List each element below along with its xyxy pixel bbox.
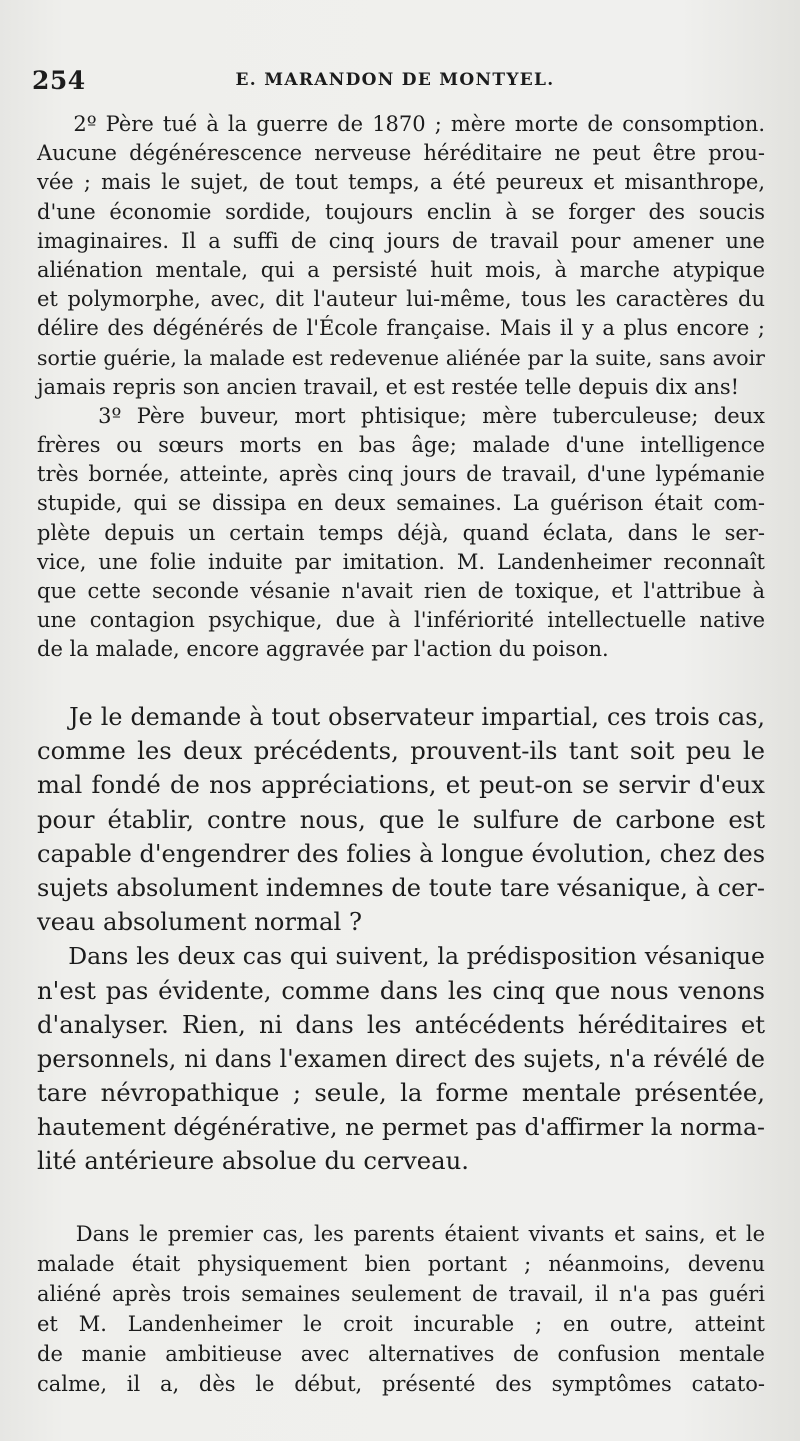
text-line: hautement dégénérative, ne permet pas d'affirmer la norma-	[37, 1113, 765, 1142]
text-line: personnels, ni dans l'examen direct des sujets, n'a révélé de	[37, 1044, 765, 1073]
running-title: E. MARANDON DE MONTYEL.	[235, 70, 555, 90]
text-line: d'analyser. Rien, ni dans les antécédents héréditaires et	[37, 1009, 765, 1039]
text-line: et M. Landenheimer le croit incurable ; en outre, atteint	[37, 1312, 765, 1336]
text-line: calme, il a, dès le début, présenté des symptômes catato-	[37, 1372, 765, 1396]
text-line: imaginaires. Il a suffi de cinq jours de travail pour amener une	[37, 228, 765, 253]
text-line: plète depuis un certain temps déjà, quand éclata, dans le ser-	[37, 520, 765, 545]
text-line: mal fondé de nos appréciations, et peut-on se servir d'eux	[37, 770, 765, 800]
text-line: 3º Père buveur, mort phtisique; mère tuberculeuse; deux	[37, 403, 765, 428]
text-line: lité antérieure absolue du cerveau.	[37, 1146, 469, 1176]
text-line: tare névropathique ; seule, la forme mentale présentée,	[37, 1078, 765, 1108]
text-line: sortie guérie, la malade est redevenue aliénée par la suite, sans avoir	[37, 345, 765, 370]
text-line: très bornée, atteinte, après cinq jours de travail, d'une lypémanie	[37, 462, 765, 487]
text-line: malade était physiquement bien portant ; néanmoins, devenu	[37, 1252, 765, 1276]
text-line: 2º Père tué à la guerre de 1870 ; mère morte de consomption.	[37, 112, 765, 136]
text-line: et polymorphe, avec, dit l'auteur lui-même, tous les caractères du	[37, 287, 765, 312]
text-line: frères ou sœurs morts en bas âge; malade d'une intelligence	[37, 433, 765, 458]
text-line: jamais repris son ancien travail, et est restée telle depuis dix ans!	[37, 374, 740, 399]
text-line: aliéné après trois semaines seulement de travail, il n'a pas guéri	[37, 1282, 765, 1306]
text-line: de manie ambitieuse avec alternatives de confusion mentale	[37, 1342, 765, 1366]
case-paragraphs	[37, 110, 765, 665]
text-line: une contagion psychique, due à l'infériorité intellectuelle native	[37, 608, 765, 633]
text-line: stupide, qui se dissipa en deux semaines. La guérison était com-	[37, 491, 765, 516]
text-line: aliénation mentale, qui a persisté huit mois, à marche atypique	[37, 257, 765, 282]
text-line: pour établir, contre nous, que le sulfure de carbone est	[37, 804, 765, 834]
text-line: n'est pas évidente, comme dans les cinq que nous venons	[37, 975, 765, 1005]
text-line: vice, une folie induite par imitation. M. Landenheimer reconnaît	[37, 549, 765, 574]
text-line: vée ; mais le sujet, de tout temps, a été peureux et misanthrope,	[37, 170, 765, 195]
text-line: capable d'engendrer des folies à longue évolution, chez des	[37, 839, 766, 868]
text-line: veau absolument normal ?	[37, 907, 363, 937]
text-line: Dans les deux cas qui suivent, la prédisposition vésanique	[37, 942, 765, 971]
text-line: Je le demande à tout observateur impartial, ces trois cas,	[37, 703, 765, 731]
text-line: d'une économie sordide, toujours enclin à se forger des soucis	[37, 199, 765, 224]
text-line: de la malade, encore aggravée par l'action du poison.	[37, 637, 609, 662]
text-line: délire des dégénérés de l'École française. Mais il y a plus encore ;	[37, 316, 765, 341]
page-number: 254	[32, 66, 86, 95]
text-line: Aucune dégénérescence nerveuse héréditaire ne peut être prou-	[37, 141, 765, 166]
text-line: comme les deux précédents, prouvent-ils tant soit peu le	[37, 736, 765, 766]
text-line: sujets absolument indemnes de toute tare vésanique, à cer-	[37, 873, 765, 902]
text-line: que cette seconde vésanie n'avait rien de toxique, et l'attribue à	[37, 579, 765, 603]
running-head	[30, 66, 760, 102]
text-line: Dans le premier cas, les parents étaient vivants et sains, et le	[37, 1222, 765, 1246]
closing-paragraph	[37, 1219, 765, 1399]
main-paragraphs	[37, 700, 765, 1179]
